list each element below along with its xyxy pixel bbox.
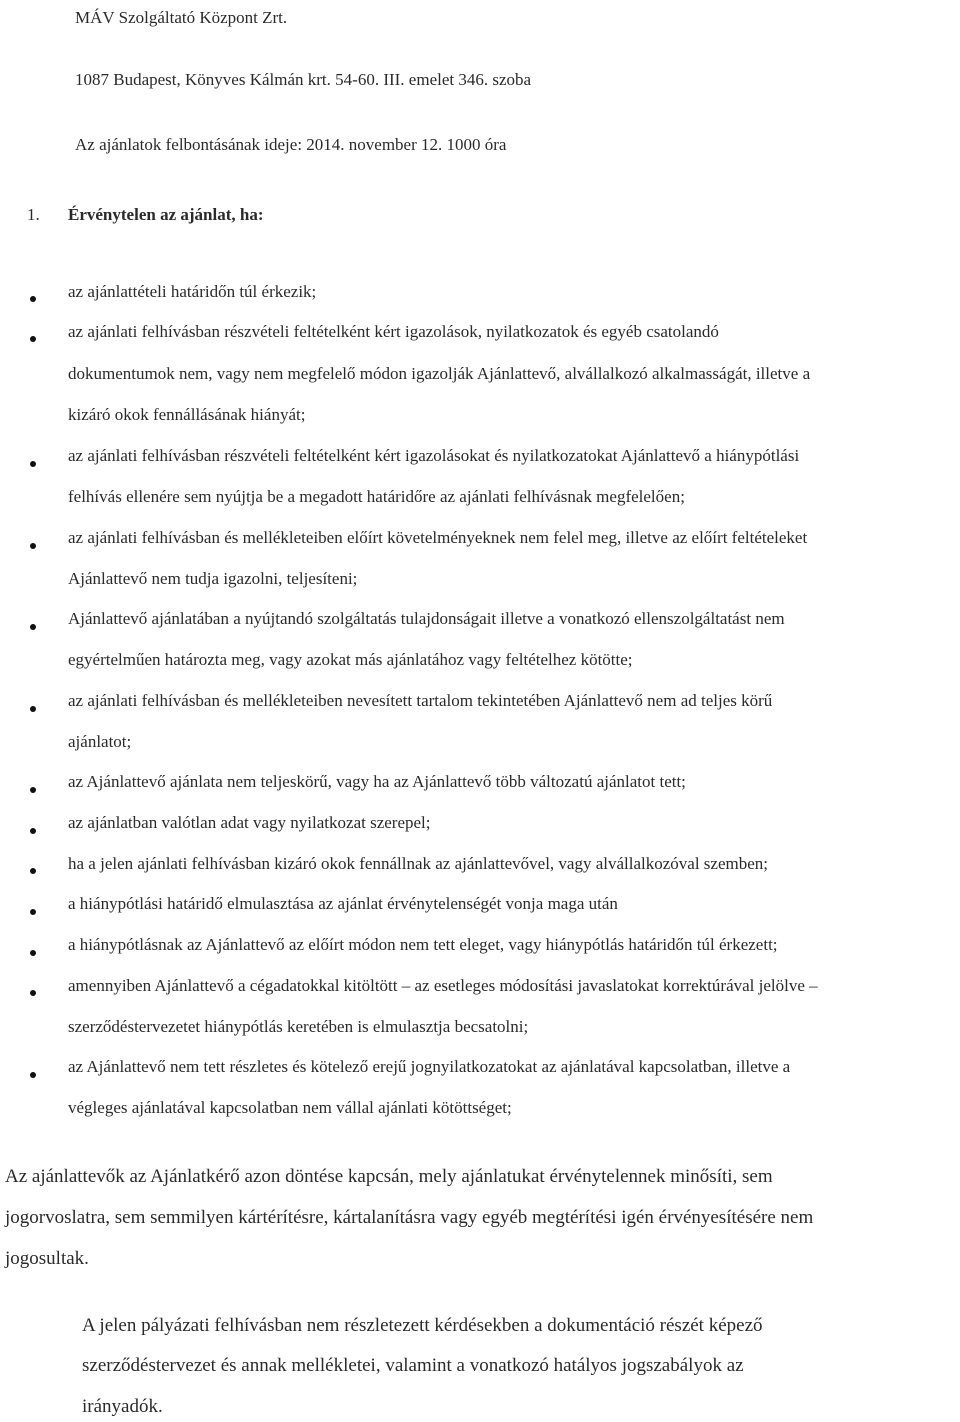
paragraph-line: jogosultak. bbox=[5, 1248, 89, 1269]
list-item: az Ajánlattevő nem tett részletes és kötelező erejű jognyilatkozatokat az ajánlatával kapcsolatban, illetve a bbox=[68, 1057, 791, 1076]
paragraph-line: irányadók. bbox=[82, 1396, 163, 1417]
list-item: kizáró okok fennállásának hiányát; bbox=[68, 405, 306, 424]
list-item: felhívás ellenére sem nyújtja be a megadott határidőre az ajánlati felhívásnak megfelelően; bbox=[68, 487, 685, 506]
bullet bbox=[30, 990, 36, 996]
list-item: Ajánlattevő ajánlatában a nyújtandó szolgáltatás tulajdonságait illetve a vonatkozó ellenszolgáltatást nem bbox=[68, 609, 785, 628]
bullet bbox=[30, 787, 36, 793]
list-item: dokumentumok nem, vagy nem megfelelő módon igazolják Ajánlattevő, alvállalkozó alkalmasságát, illetve a bbox=[68, 364, 811, 383]
paragraph-line: A jelen pályázati felhívásban nem részletezett kérdésekben a dokumentáció részét képező bbox=[82, 1315, 763, 1336]
bullet bbox=[30, 296, 36, 302]
paragraph-line: szerződéstervezet és annak mellékletei, valamint a vonatkozó hatályos jogszabályok az bbox=[82, 1355, 744, 1376]
list-item: amennyiben Ajánlattevő a cégadatokkal kitöltött – az esetleges módosítási javaslatokat korrektúrával jelölve – bbox=[68, 976, 818, 995]
bullet bbox=[30, 950, 36, 956]
list-item: az ajánlatban valótlan adat vagy nyilatkozat szerepel; bbox=[68, 813, 431, 832]
bullet bbox=[30, 1072, 36, 1078]
bullet bbox=[30, 336, 36, 342]
header-address: 1087 Budapest, Könyves Kálmán krt. 54-60. III. emelet 346. szoba bbox=[75, 70, 532, 89]
paragraph-line: Az ajánlattevők az Ajánlatkérő azon döntése kapcsán, mely ajánlatukat érvénytelennek minősíti, sem bbox=[5, 1166, 773, 1187]
header-opening: Az ajánlatok felbontásának ideje: 2014. november 12. 1000 óra bbox=[75, 135, 507, 154]
list-item: az ajánlattételi határidőn túl érkezik; bbox=[68, 282, 317, 301]
list-item: szerződéstervezetet hiánypótlás keretében is elmulasztja becsatolni; bbox=[68, 1017, 529, 1036]
header-org: MÁV Szolgáltató Központ Zrt. bbox=[75, 8, 288, 27]
list-item: az ajánlati felhívásban és mellékleteiben nevesített tartalom tekintetében Ajánlattevő nem ad teljes körű bbox=[68, 691, 773, 710]
list-item: az ajánlati felhívásban részvételi feltételként kért igazolások, nyilatkozatok és egyéb csatolandó bbox=[68, 322, 719, 341]
bullet bbox=[30, 706, 36, 712]
list-item: ajánlatot; bbox=[68, 732, 132, 751]
list-item: egyértelműen határozta meg, vagy azokat más ajánlatához vagy feltételhez kötötte; bbox=[68, 650, 633, 669]
bullet bbox=[30, 461, 36, 467]
list-item: az ajánlati felhívásban és mellékleteiben előírt követelményeknek nem felel meg, illetve az előírt feltételeket bbox=[68, 528, 808, 547]
list-item: a hiánypótlási határidő elmulasztása az ajánlat érvénytelenségét vonja maga után bbox=[68, 894, 618, 913]
list-item: az ajánlati felhívásban részvételi feltételként kért igazolásokat és nyilatkozatokat Ajánlattevő a hiánypótlási bbox=[68, 446, 800, 465]
list-item: az Ajánlattevő ajánlata nem teljeskörű, vagy ha az Ajánlattevő több változatú ajánlatot tett; bbox=[68, 772, 686, 791]
list-item: végleges ajánlatával kapcsolatban nem vállal ajánlati kötöttséget; bbox=[68, 1098, 512, 1117]
list-item: ha a jelen ajánlati felhívásban kizáró okok fennállnak az ajánlattevővel, vagy alvállalkozóval szemben; bbox=[68, 854, 769, 873]
list-item: a hiánypótlásnak az Ajánlattevő az előírt módon nem tett eleget, vagy hiánypótlás határidőn túl érkezett; bbox=[68, 935, 778, 954]
section-number: 1. bbox=[27, 205, 40, 224]
bullet bbox=[30, 543, 36, 549]
bullet bbox=[30, 909, 36, 915]
paragraph-line: jogorvoslatra, sem semmilyen kártérítésre, kártalanításra vagy egyéb megtérítési igén érvényesítésére nem bbox=[5, 1207, 814, 1228]
list-item: Ajánlattevő nem tudja igazolni, teljesíteni; bbox=[68, 569, 358, 588]
section-title: Érvénytelen az ajánlat, ha: bbox=[68, 205, 264, 224]
bullet bbox=[30, 828, 36, 834]
bullet bbox=[30, 624, 36, 630]
bullet bbox=[30, 868, 36, 874]
